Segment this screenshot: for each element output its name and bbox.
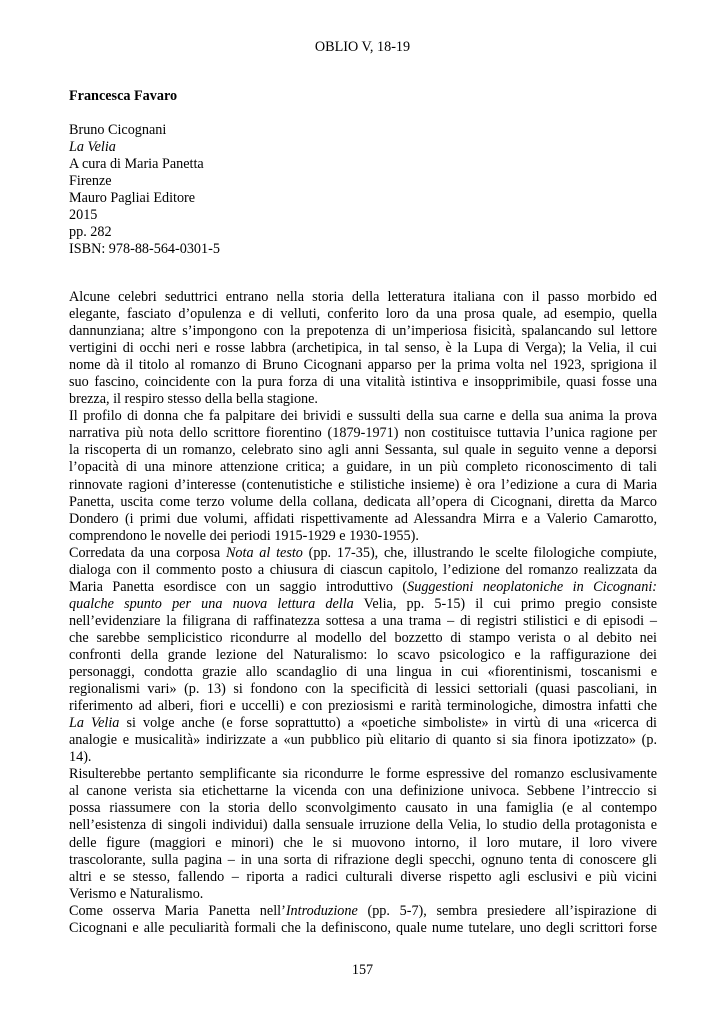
- text-line: regionalismi vari» (p. 13) si fondono con la specificità di lessici settoriali (quasi pascoliani, in: [69, 681, 657, 698]
- text-line: Il profilo di donna che fa palpitare dei brividi e sussulti della sua carne e della sua anima la prova: [69, 408, 657, 425]
- text-line: confronti della grande lezione del Naturalismo: lo scavo psicologico e la raffigurazione dei: [69, 646, 657, 663]
- book-publisher: Mauro Pagliai Editore: [69, 190, 196, 207]
- page-number: 157: [351, 962, 374, 978]
- text-line: Come osserva Maria Panetta nell’Introduzione (pp. 5-7), sembra presiedere all’ispirazione di: [69, 902, 657, 919]
- text-line: altri e se stesso, fallendo – riporta a radici culturali diverse rispetto agli esclusivi e più vicini: [69, 868, 657, 885]
- text-line: qualche spunto per una nuova lettura della Velia, pp. 5-15) il cui primo pregio consiste: [69, 595, 657, 612]
- text-line: La Velia si volge anche (e forse soprattutto) a «poetiche simboliste» in virtù di una «ricerca di: [69, 715, 657, 732]
- running-header: OBLIO V, 18-19: [314, 39, 411, 55]
- book-title: La Velia: [69, 139, 116, 156]
- text-line: nell’esistenza di singoli individui) dalla sensuale irruzione della Velia, lo studio della protagonista e: [69, 817, 657, 834]
- text-line: Risulterebbe pertanto semplificante sia ricondurre le forme espressive del romanzo esclusivamente: [69, 766, 657, 783]
- text-line: Cicognani e alle peculiarità formali che la definiscono, quale nume tutelare, uno degli scrittori forse: [69, 919, 657, 936]
- text-line: Maria Panetta esordisce con un saggio introduttivo (Suggestioni neoplatoniche in Cicognani:: [69, 578, 657, 595]
- text-line: elegante, fasciato d’opulenza e di velluti, conferito loro da una prosa quale, ad esempio, quella: [69, 306, 657, 323]
- book-pages: pp. 282: [69, 224, 112, 241]
- book-isbn: ISBN: 978-88-564-0301-5: [69, 241, 220, 258]
- book-city: Firenze: [69, 173, 112, 190]
- text-line: narrativa più nota dello scrittore fiorentino (1879-1971) non costituisce tuttavia l’unica ragione per: [69, 425, 657, 442]
- text-line: Alcune celebri seduttrici entrano nella storia della letteratura italiana con il passo morbido ed: [69, 289, 657, 305]
- review-author: Francesca Favaro: [69, 88, 178, 104]
- book-editor: A cura di Maria Panetta: [69, 156, 204, 173]
- text-line: al canone verista sia etichettarne la vicenda con una definizione univoca. Sebbene l’intreccio si: [69, 783, 657, 800]
- text-line: brezza, il respiro stesso della bella stagione.: [69, 391, 318, 408]
- text-line: delle figure (maggiori e minori) che le si muovono intorno, il loro mutare, il loro vivere: [69, 834, 657, 851]
- book-year: 2015: [69, 207, 98, 224]
- text-line: vertigini di occhi neri e rosse labbra (archetipica, in tal senso, è la Lupa di Verga); la Velia, il cui: [69, 340, 657, 357]
- text-line: possa riassumere con la storia dello sconvolgimento causato in una famiglia (e al contempo: [69, 800, 657, 817]
- text-line: personaggi, condotta grazie allo scandaglio di una lingua in cui «fiorentinismi, toscanismi e: [69, 664, 657, 681]
- text-line: che sarebbe semplicistico ricondurre al modello del bozzetto di stampo verista o al debito nei: [69, 629, 657, 646]
- text-line: la riscoperta di un romanzo, celebrato sino agli anni Sessanta, sul quale in seguito venne a deporsi: [69, 442, 657, 459]
- text-line: rinnovate ragioni d’interesse (contenutistiche e stilistiche insieme) è ora l’edizione a cura di Maria: [69, 476, 657, 493]
- text-line: nell’evidenziare la filigrana di raffinatezza sottesa a una trama – di registri stilistici e di episodi –: [69, 612, 657, 629]
- text-line: Corredata da una corposa Nota al testo (pp. 17-35), che, illustrando le scelte filologiche compiute,: [69, 544, 657, 561]
- text-line: Dondero (i primi due volumi, affidati rispettivamente ad Alessandra Mirra e a Valerio Camarotto,: [69, 510, 657, 527]
- text-line: suo fascino, coincidente con la pura forza di una vitalità istintiva e insopprimibile, quasi fosse una: [69, 374, 657, 391]
- text-line: nome dà il titolo al romanzo di Bruno Cicognani apparso per la prima volta nel 1923, sprigiona il: [69, 357, 657, 374]
- review-body: [69, 289, 657, 937]
- text-line: dialoga con il commento posto a chiusura di ciascun capitolo, l’edizione del romanzo realizzata da: [69, 561, 657, 578]
- text-line: Panetta, uscita come terzo volume della collana, dedicata all’opera di Cicognani, diretta da Marco: [69, 493, 657, 510]
- text-line: dannunziana; altre s’impongono con la prepotenza di un’imperiosa fisicità, spalancando sul lettore: [69, 323, 657, 340]
- text-line: l’opacità di una minore attenzione critica; a guidare, in un più completo riconoscimento di tali: [69, 459, 657, 476]
- text-line: trascolorante, sulla pagina – in una sorta di rifrazione degli specchi, ognuno tenta di conoscere gli: [69, 851, 657, 868]
- text-line: comprendono le novelle dei periodi 1915-1929 e 1930-1955).: [69, 527, 419, 544]
- text-line: analogie e musicalità» indirizzate a «un pubblico più elitario di quanto si sia finora ipotizzato» (p.: [69, 732, 657, 749]
- text-line: 14).: [69, 749, 92, 766]
- text-line: Verismo e Naturalismo.: [69, 885, 204, 902]
- book-info: [69, 122, 220, 258]
- text-line: riferimento ad alberi, fiori e uccelli) e con preziosismi e rarità terminologiche, dimostra infatti che: [69, 698, 657, 715]
- book-author: Bruno Cicognani: [69, 122, 167, 138]
